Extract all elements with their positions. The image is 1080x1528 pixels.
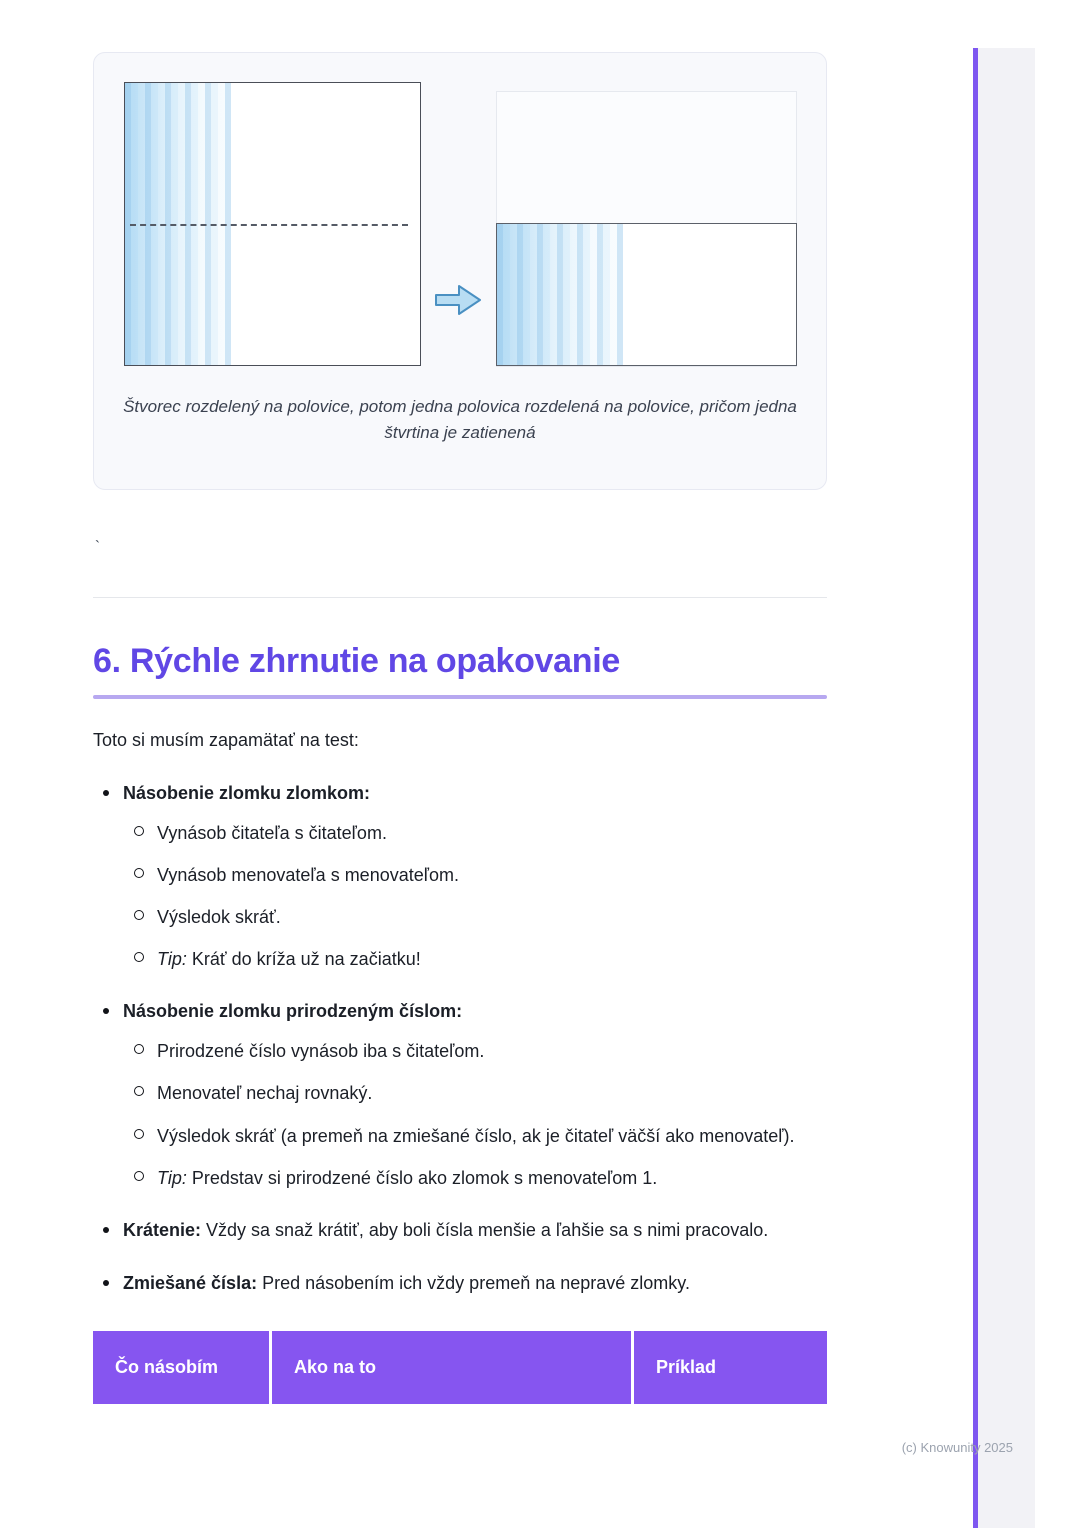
section-divider (93, 597, 827, 598)
section-heading: 6. Rýchle zhrnutie na opakovanie (93, 642, 620, 680)
list-item (93, 1270, 827, 1297)
table-header-cell-priklad: Príklad (634, 1331, 827, 1404)
page-edge-divider (973, 48, 978, 1528)
document-content (93, 0, 827, 1404)
item-body: Pred násobením ich vždy premeň na nepravé zlomky. (257, 1272, 690, 1293)
half-rectangle-shape (496, 223, 797, 366)
stray-character: ` (95, 538, 100, 555)
summary-list (93, 780, 827, 1297)
intro-text: Toto si musím zapamätať na test: (93, 730, 359, 750)
sub-list (127, 820, 827, 972)
list-item (93, 998, 827, 1190)
sub-list-item (127, 820, 827, 846)
sub-list-item (127, 1038, 827, 1064)
figure-card (93, 52, 827, 490)
sub-item-text: Predstav si prirodzené číslo ako zlomok s menovateľom 1. (186, 1167, 658, 1188)
tip-label: Tip: (157, 1167, 187, 1188)
sub-list-item (127, 946, 827, 972)
heading-underline (93, 695, 827, 699)
item-title: Krátenie: (123, 1219, 202, 1240)
shaded-region (497, 224, 623, 365)
table-header-row (93, 1331, 827, 1404)
figure-caption-text: Štvorec rozdelený na polovice, potom jedna polovica rozdelená na polovice, pričom jedna štvrtina je zatienená (123, 397, 797, 443)
sub-item-text: Kráť do kríža už na začiatku! (186, 949, 421, 970)
list-item (93, 1217, 827, 1244)
square-shape (124, 82, 421, 366)
arrow-right-icon (435, 284, 481, 316)
sub-list-item (127, 862, 827, 888)
sub-list-item (127, 1123, 827, 1149)
list-item (93, 780, 827, 972)
item-title: Zmiešané čísla: (123, 1272, 258, 1293)
tip-label: Tip: (157, 949, 187, 970)
sub-list-item (127, 904, 827, 930)
sub-item-text: Vynásob menovateľa s menovateľom. (157, 865, 459, 886)
sub-item-text: Vynásob čitateľa s čitateľom. (157, 823, 387, 843)
table-header-cell-co-nasobim: Čo násobím (93, 1331, 269, 1404)
item-title: Násobenie zlomku prirodzeným číslom: (123, 1001, 463, 1022)
sub-list (127, 1038, 827, 1190)
sub-item-text: Prirodzené číslo vynásob iba s čitateľom. (157, 1041, 485, 1062)
figure-caption (121, 394, 799, 447)
sub-list-item (127, 1080, 827, 1106)
sub-item-text: Menovateľ nechaj rovnaký. (157, 1083, 373, 1104)
item-title: Násobenie zlomku zlomkom: (123, 783, 371, 803)
dashed-divider (130, 224, 408, 226)
next-page-margin-panel (978, 48, 1035, 1528)
item-body: Vždy sa snaž krátiť, aby boli čísla menšie a ľahšie sa s nimi pracovalo. (201, 1219, 769, 1240)
watermark: (c) Knowunity 2025 (901, 1440, 1013, 1455)
sub-list-item (127, 1165, 827, 1191)
sub-item-text: Výsledok skráť (a premeň na zmiešané číslo, ak je čitateľ väčší ako menovateľ). (157, 1125, 795, 1146)
sub-item-text: Výsledok skráť. (157, 907, 281, 928)
table-header-cell-ako-na-to: Ako na to (272, 1331, 631, 1404)
